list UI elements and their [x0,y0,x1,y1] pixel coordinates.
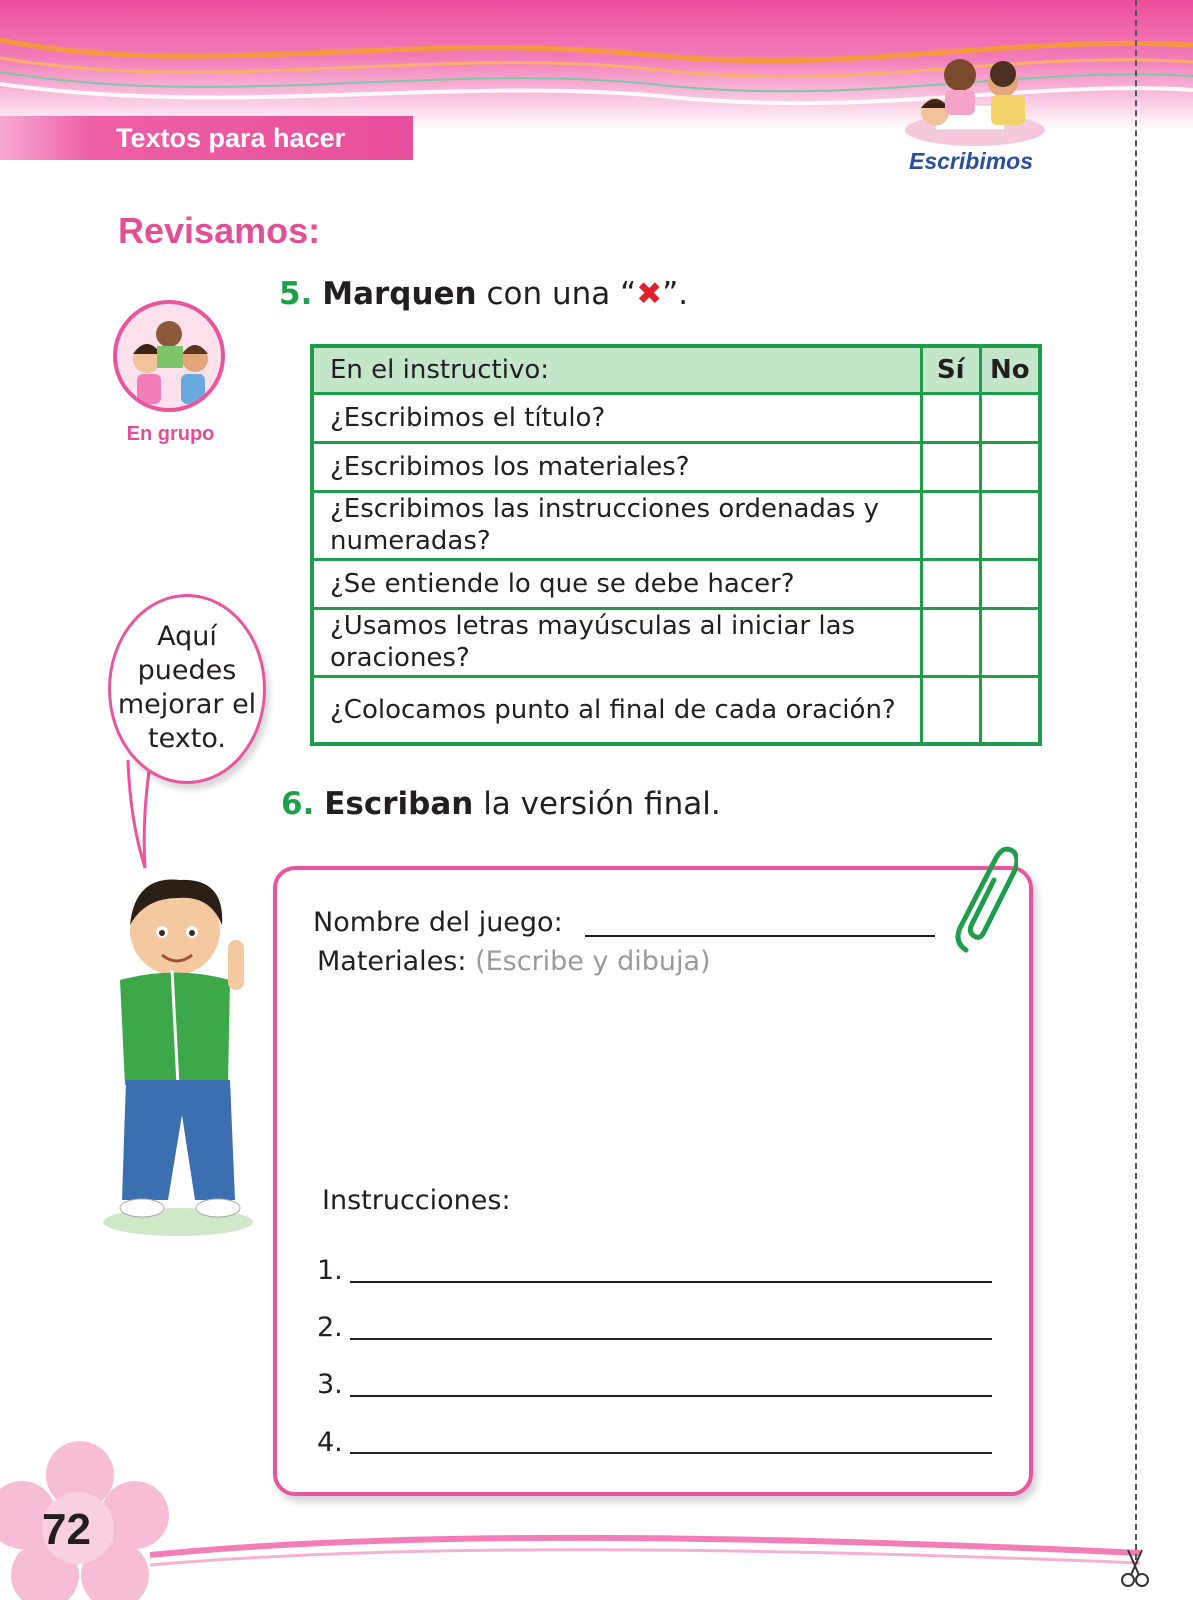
question-cell: ¿Escribimos las instrucciones ordenadas y numeradas? [312,491,921,559]
table-row [312,608,1040,676]
table-header-row [312,346,1040,393]
group-label: En grupo [126,423,215,445]
yes-checkbox-cell[interactable] [921,559,980,608]
cut-line [1135,0,1137,1560]
yes-checkbox-cell[interactable] [921,491,980,559]
instruction-input-line[interactable] [350,1395,992,1397]
instruction-input-line[interactable] [350,1281,992,1283]
step-verb: Marquen [322,276,477,312]
table-row [312,676,1040,744]
materials-label-text: Materiales: [317,946,467,977]
x-mark-icon: ✖ [636,276,663,312]
speech-bubble-tail [120,760,160,870]
yes-checkbox-cell[interactable] [921,676,980,744]
no-checkbox-cell[interactable] [980,559,1040,608]
game-name-input-line[interactable] [585,935,935,937]
question-cell: ¿Usamos letras mayúsculas al iniciar las oraciones? [312,608,921,676]
yes-checkbox-cell[interactable] [921,442,980,491]
column-header-yes: Sí [921,346,980,393]
kids-writing-illustration [895,50,1055,150]
materials-label [317,946,711,977]
step-text: con una “ [486,276,637,312]
step-6-instruction [281,786,721,822]
footer-wave [150,1525,1140,1575]
no-checkbox-cell[interactable] [980,608,1040,676]
question-cell: ¿Colocamos punto al final de cada oración? [312,676,921,744]
instruction-line-number: 3. [317,1369,343,1400]
instruction-line-number: 2. [317,1312,343,1343]
table-row [312,559,1040,608]
step-number: 6. [281,786,315,822]
column-header-question: En el instructivo: [312,346,921,393]
yes-checkbox-cell[interactable] [921,608,980,676]
page-number: 72 [42,1505,91,1554]
step-text-end: ”. [662,276,689,312]
column-header-no: No [980,346,1040,393]
no-checkbox-cell[interactable] [980,491,1040,559]
no-checkbox-cell[interactable] [980,676,1040,744]
question-cell: ¿Escribimos el título? [312,393,921,442]
boy-illustration [100,870,260,1240]
instruction-line-number: 4. [317,1427,343,1458]
materials-hint: (Escribe y dibuja) [475,946,711,977]
table-row [312,491,1040,559]
instruction-input-line[interactable] [350,1452,992,1454]
section-label: Textos para hacer [0,116,413,160]
escribimos-badge: Escribimos [909,148,1033,174]
instruction-line-number: 1. [317,1255,343,1286]
no-checkbox-cell[interactable] [980,393,1040,442]
instruction-input-line[interactable] [350,1338,992,1340]
materials-drawing-area[interactable] [313,990,993,1170]
question-cell: ¿Se entiende lo que se debe hacer? [312,559,921,608]
table-row [312,442,1040,491]
yes-checkbox-cell[interactable] [921,393,980,442]
instructions-label: Instrucciones: [322,1185,511,1216]
speech-bubble-text: Aquí puedes mejorar el texto. [117,621,257,754]
checklist-table [310,344,1042,746]
question-cell: ¿Escribimos los materiales? [312,442,921,491]
table-row [312,393,1040,442]
step-verb: Escriban [324,786,474,822]
group-work-icon [113,300,225,412]
game-name-label: Nombre del juego: [313,907,563,938]
step-text: la versión final. [483,786,721,822]
scissors-icon [1120,1548,1150,1588]
step-5-instruction [279,276,688,312]
step-number: 5. [279,276,313,312]
paperclip-icon [948,842,1018,962]
page-title: Revisamos: [118,210,321,251]
no-checkbox-cell[interactable] [980,442,1040,491]
